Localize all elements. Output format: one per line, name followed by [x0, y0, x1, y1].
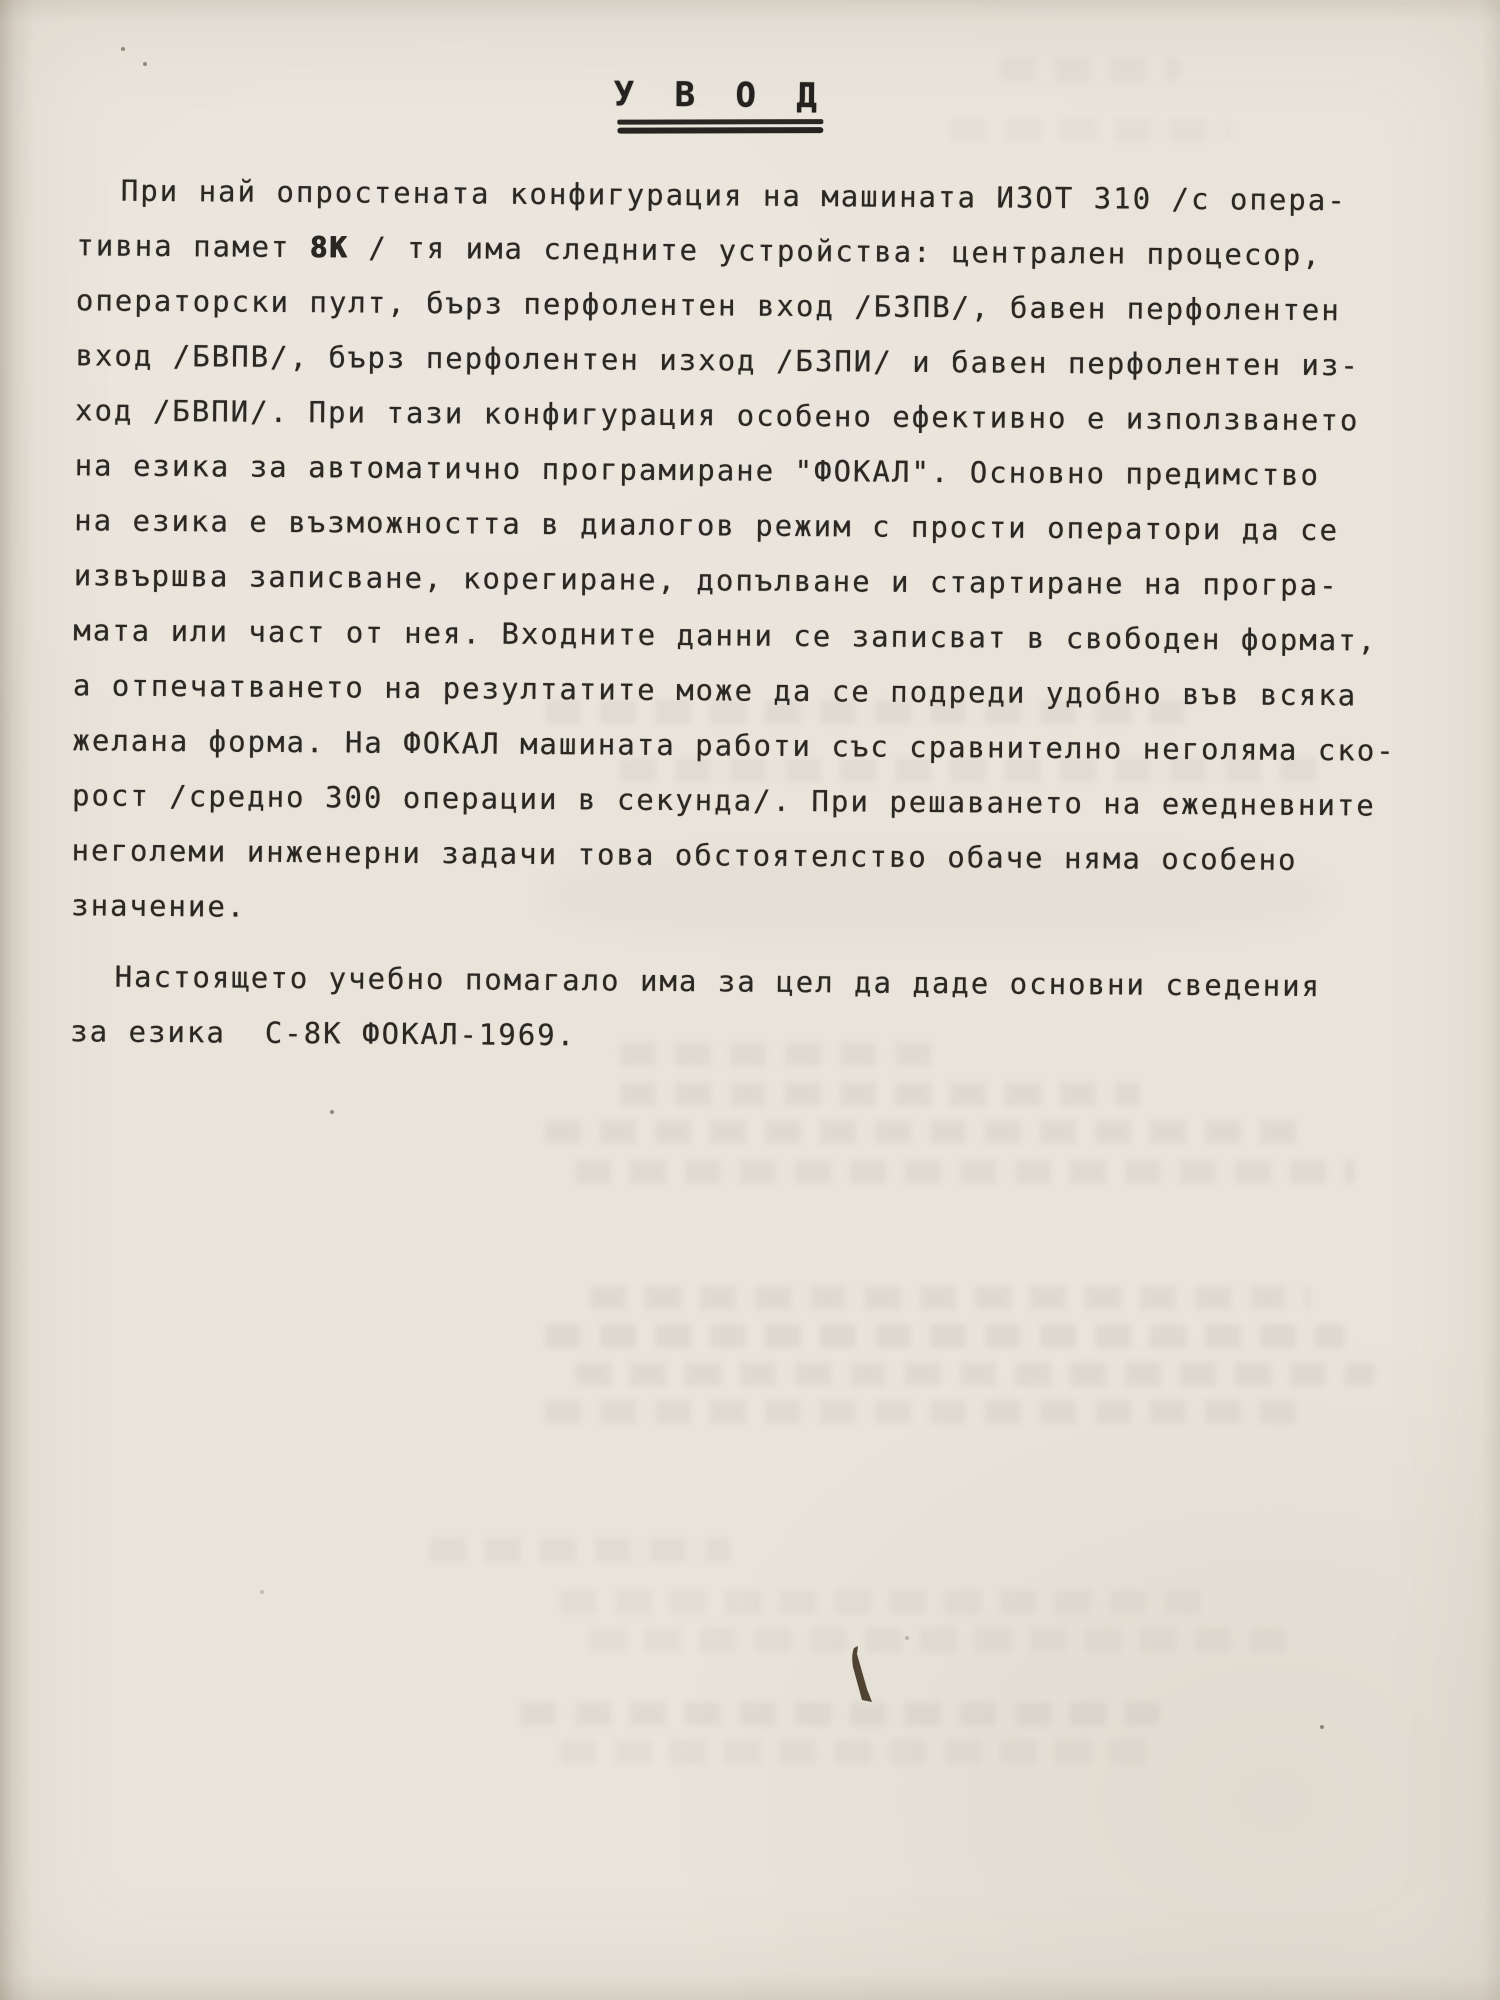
- text-line: извършва записване, корегиране, допълване и стартиране на програ-: [73, 558, 1339, 603]
- text-line: на езика за автоматично програмиране "ФОКАЛ". Основно предимство: [74, 448, 1321, 493]
- text-line: Настоящето учебно помагало има за цел да даде основни сведения: [114, 959, 1322, 1004]
- body-text: [70, 163, 1447, 1070]
- title-double-underline: [617, 119, 823, 134]
- page-title-block: [607, 74, 833, 134]
- text-line: вход /БВПВ/, бърз перфолентен изход /БЗПИ/ и бавен перфолентен из-: [75, 338, 1360, 383]
- page-title: У В О Д: [613, 74, 828, 117]
- text-line: значение.: [71, 888, 247, 924]
- text-line: на езика е възможността в диалогов режим с прости оператори да се: [74, 503, 1340, 548]
- text-line: При най опростената конфигурация на машината ИЗОТ 310 /с опера-: [120, 173, 1347, 218]
- text-segment: / тя има следните устройства: централен процесор,: [348, 230, 1322, 273]
- overstruck-text: 8К: [309, 230, 349, 265]
- text-line: операторски пулт, бърз перфолентен вход /БЗПВ/, бавен перфолентен: [75, 283, 1341, 328]
- text-line: желана форма. На ФОКАЛ машината работи със сравнително неголяма ско-: [72, 723, 1396, 768]
- text-line: мата или част от нея. Входните данни се записват в свободен формат,: [73, 613, 1378, 658]
- text-line: неголеми инженерни задачи това обстоятелство обаче няма особено: [71, 833, 1298, 877]
- text-line: а отпечатването на резултатите може да се подреди удобно във всяка: [72, 668, 1358, 713]
- text-line: ход /БВПИ/. При тази конфигурация особено ефективно е използването: [74, 393, 1360, 438]
- paragraph-1: [71, 163, 1447, 944]
- text-line: рост /средно 300 операции в секунда/. При решаването на ежедневните: [71, 778, 1376, 823]
- text-segment: тивна памет: [76, 228, 311, 265]
- text-line: за езика С-8К ФОКАЛ-1969.: [70, 1014, 577, 1053]
- paragraph-2: [70, 949, 1441, 1070]
